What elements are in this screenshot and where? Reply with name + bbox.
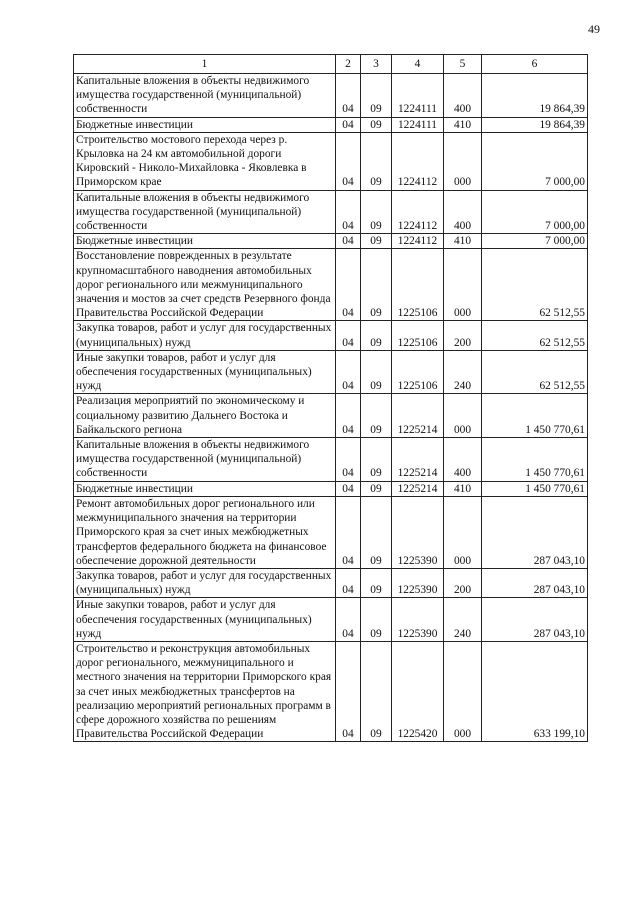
row-target-article: 1224112	[392, 132, 444, 190]
row-amount: 62 512,55	[482, 350, 588, 394]
row-amount: 62 512,55	[482, 249, 588, 321]
row-amount: 287 043,10	[482, 598, 588, 642]
table-row	[74, 568, 588, 597]
row-section: 04	[336, 496, 361, 568]
table-row	[74, 641, 588, 741]
row-target-article: 1224111	[392, 74, 444, 118]
row-subsection: 09	[361, 132, 392, 190]
row-subsection: 09	[361, 117, 392, 132]
row-target-article: 1225390	[392, 568, 444, 597]
row-name: Бюджетные инвестиции	[74, 234, 336, 249]
row-expense-type: 000	[444, 132, 482, 190]
row-target-article: 1225106	[392, 350, 444, 394]
budget-table	[73, 54, 588, 742]
row-expense-type: 000	[444, 496, 482, 568]
header-col-5: 5	[444, 55, 482, 74]
row-name: Бюджетные инвестиции	[74, 481, 336, 496]
table-row	[74, 249, 588, 321]
row-name: Ремонт автомобильных дорог регионального или межмуниципального значения на территории Приморского края за счет иных межбюджетных трансфертов федерального бюджета на финансовое обеспечение дорожной деятельности	[74, 496, 336, 568]
row-target-article: 1225390	[392, 598, 444, 642]
row-subsection: 09	[361, 641, 392, 741]
table-row	[74, 394, 588, 438]
row-section: 04	[336, 598, 361, 642]
row-name: Закупка товаров, работ и услуг для государственных (муниципальных) нужд	[74, 568, 336, 597]
table-row	[74, 496, 588, 568]
row-target-article: 1225214	[392, 394, 444, 438]
row-target-article: 1224112	[392, 190, 444, 234]
table-row	[74, 438, 588, 482]
row-amount: 19 864,39	[482, 74, 588, 118]
row-amount: 7 000,00	[482, 234, 588, 249]
row-name: Иные закупки товаров, работ и услуг для обеспечения государственных (муниципальных) нужд	[74, 350, 336, 394]
row-target-article: 1224111	[392, 117, 444, 132]
row-subsection: 09	[361, 190, 392, 234]
row-section: 04	[336, 321, 361, 350]
row-target-article: 1225420	[392, 641, 444, 741]
row-amount: 1 450 770,61	[482, 394, 588, 438]
row-section: 04	[336, 438, 361, 482]
row-expense-type: 000	[444, 394, 482, 438]
row-section: 04	[336, 234, 361, 249]
row-expense-type: 240	[444, 598, 482, 642]
row-name: Капитальные вложения в объекты недвижимого имущества государственной (муниципальной) собственности	[74, 74, 336, 118]
row-target-article: 1224112	[392, 234, 444, 249]
row-amount: 19 864,39	[482, 117, 588, 132]
row-expense-type: 410	[444, 234, 482, 249]
header-row	[74, 55, 588, 74]
row-amount: 1 450 770,61	[482, 438, 588, 482]
row-target-article: 1225106	[392, 321, 444, 350]
row-subsection: 09	[361, 234, 392, 249]
table-row	[74, 74, 588, 118]
header-col-4: 4	[392, 55, 444, 74]
row-section: 04	[336, 481, 361, 496]
header-col-3: 3	[361, 55, 392, 74]
table-body	[74, 74, 588, 742]
row-subsection: 09	[361, 568, 392, 597]
table-row	[74, 350, 588, 394]
row-subsection: 09	[361, 394, 392, 438]
row-section: 04	[336, 394, 361, 438]
row-subsection: 09	[361, 496, 392, 568]
table-row	[74, 598, 588, 642]
table-row	[74, 132, 588, 190]
row-section: 04	[336, 117, 361, 132]
row-name: Реализация мероприятий по экономическому и социальному развитию Дальнего Востока и Байкальского региона	[74, 394, 336, 438]
row-amount: 1 450 770,61	[482, 481, 588, 496]
row-section: 04	[336, 568, 361, 597]
row-subsection: 09	[361, 321, 392, 350]
row-section: 04	[336, 350, 361, 394]
row-name: Восстановление поврежденных в результате крупномасштабного наводнения автомобильных дорог регионального или межмуниципального значения и мостов за счет средств Резервного фонда Правительства Российской Федерации	[74, 249, 336, 321]
row-expense-type: 000	[444, 249, 482, 321]
row-amount: 7 000,00	[482, 132, 588, 190]
row-amount: 7 000,00	[482, 190, 588, 234]
row-expense-type: 200	[444, 321, 482, 350]
row-name: Строительство и реконструкция автомобильных дорог регионального, межмуниципального и местного значения на территории Приморского края за счет иных межбюджетных трансфертов на реализацию мероприятий региональных программ в сфере дорожного хозяйства по решениям Правительства Российской Федерации	[74, 641, 336, 741]
row-expense-type: 240	[444, 350, 482, 394]
row-name: Закупка товаров, работ и услуг для государственных (муниципальных) нужд	[74, 321, 336, 350]
row-name: Капитальные вложения в объекты недвижимого имущества государственной (муниципальной) собственности	[74, 190, 336, 234]
row-amount: 633 199,10	[482, 641, 588, 741]
table-row	[74, 234, 588, 249]
row-subsection: 09	[361, 74, 392, 118]
header-col-1: 1	[74, 55, 336, 74]
row-section: 04	[336, 249, 361, 321]
row-subsection: 09	[361, 350, 392, 394]
row-target-article: 1225106	[392, 249, 444, 321]
row-subsection: 09	[361, 249, 392, 321]
row-target-article: 1225390	[392, 496, 444, 568]
row-amount: 62 512,55	[482, 321, 588, 350]
row-amount: 287 043,10	[482, 568, 588, 597]
row-expense-type: 400	[444, 74, 482, 118]
row-section: 04	[336, 74, 361, 118]
table-row	[74, 481, 588, 496]
row-expense-type: 000	[444, 641, 482, 741]
row-subsection: 09	[361, 438, 392, 482]
row-name: Бюджетные инвестиции	[74, 117, 336, 132]
header-col-2: 2	[336, 55, 361, 74]
row-expense-type: 200	[444, 568, 482, 597]
row-name: Иные закупки товаров, работ и услуг для обеспечения государственных (муниципальных) нужд	[74, 598, 336, 642]
row-expense-type: 400	[444, 438, 482, 482]
row-amount: 287 043,10	[482, 496, 588, 568]
table-row	[74, 321, 588, 350]
table-header	[74, 55, 588, 74]
table-row	[74, 190, 588, 234]
row-section: 04	[336, 641, 361, 741]
row-expense-type: 400	[444, 190, 482, 234]
page-number: 49	[588, 22, 600, 36]
header-col-6: 6	[482, 55, 588, 74]
row-subsection: 09	[361, 481, 392, 496]
row-target-article: 1225214	[392, 481, 444, 496]
row-section: 04	[336, 190, 361, 234]
row-expense-type: 410	[444, 481, 482, 496]
row-name: Строительство мостового перехода через р. Крыловка на 24 км автомобильной дороги Кировский - Николо-Михайловка - Яковлевка в Приморском крае	[74, 132, 336, 190]
row-expense-type: 410	[444, 117, 482, 132]
row-target-article: 1225214	[392, 438, 444, 482]
row-subsection: 09	[361, 598, 392, 642]
row-section: 04	[336, 132, 361, 190]
row-name: Капитальные вложения в объекты недвижимого имущества государственной (муниципальной) собственности	[74, 438, 336, 482]
table-row	[74, 117, 588, 132]
